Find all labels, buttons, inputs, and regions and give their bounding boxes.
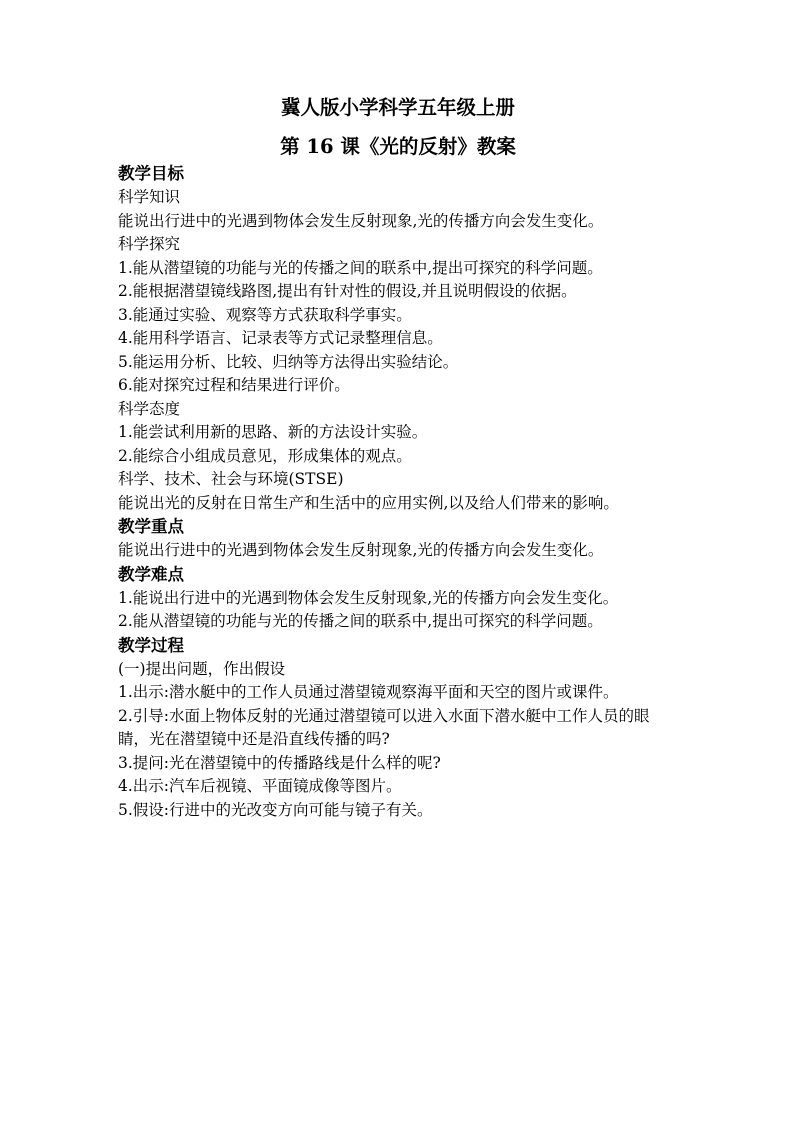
list-item: 5.假设:行进中的光改变方向可能与镜子有关。	[118, 800, 433, 819]
list-item: 1.能说出行进中的光遇到物体会发生反射现象,光的传播方向会发生变化。	[118, 588, 619, 607]
section-heading-key-points: 教学重点	[118, 517, 184, 536]
subheading-stse: 科学、技术、社会与环境(STSE)	[118, 470, 344, 488]
list-item: 2.能综合小组成员意见，形成集体的观点。	[118, 446, 412, 465]
list-item: 3.提问:光在潜望镜中的传播路线是什么样的呢?	[118, 753, 441, 772]
section-heading-process: 教学过程	[118, 635, 184, 655]
document-title: 冀人版小学科学五年级上册	[280, 96, 515, 119]
list-item: 4.出示:汽车后视镜、平面镜成像等图片。	[118, 777, 402, 795]
paragraph: 能说出光的反射在日常生产和生活中的应用实例,以及给人们带来的影响。	[118, 493, 619, 512]
list-item: 3.能通过实验、观察等方式获取科学事实。	[118, 305, 412, 324]
subheading-step-one: (一)提出问题，作出假设	[118, 659, 286, 678]
paragraph: 能说出行进中的光遇到物体会发生反射现象,光的传播方向会发生变化。	[118, 541, 604, 559]
list-item: 1.能尝试利用新的思路、新的方法设计实验。	[118, 423, 428, 441]
list-item: 5.能运用分析、比较、归纳等方法得出实验结论。	[118, 352, 459, 371]
list-item: 1.能从潜望镜的功能与光的传播之间的联系中,提出可探究的科学问题。	[118, 258, 603, 277]
list-item: 4.能用科学语言、记录表等方式记录整理信息。	[118, 329, 443, 347]
subheading-knowledge: 科学知识	[118, 188, 181, 206]
section-heading-objectives: 教学目标	[118, 164, 184, 183]
list-item: 6.能对探究过程和结果进行评价。	[118, 376, 350, 394]
document-body	[118, 162, 678, 822]
subheading-inquiry: 科学探究	[118, 235, 181, 253]
document-page	[118, 95, 678, 822]
list-item: 1.出示:潜水艇中的工作人员通过潜望镜观察海平面和天空的图片或课件。	[118, 683, 619, 701]
lesson-title: 第 16 课《光的反射》教案	[280, 135, 516, 158]
list-item: 2.能根据潜望镜线路图,提出有针对性的假设,并且说明假设的依据。	[118, 282, 577, 300]
list-item: 2.能从潜望镜的功能与光的传播之间的联系中,提出可探究的科学问题。	[118, 612, 603, 630]
paragraph: 能说出行进中的光遇到物体会发生反射现象,光的传播方向会发生变化。	[118, 211, 604, 230]
section-heading-difficulties: 教学难点	[118, 564, 184, 584]
subheading-attitude: 科学态度	[118, 399, 181, 418]
list-item: 2.引导:水面上物体反射的光通过潜望镜可以进入水面下潜水艇中工作人员的眼睛，光在潜望镜中还是沿直线传播的吗?	[118, 706, 650, 748]
